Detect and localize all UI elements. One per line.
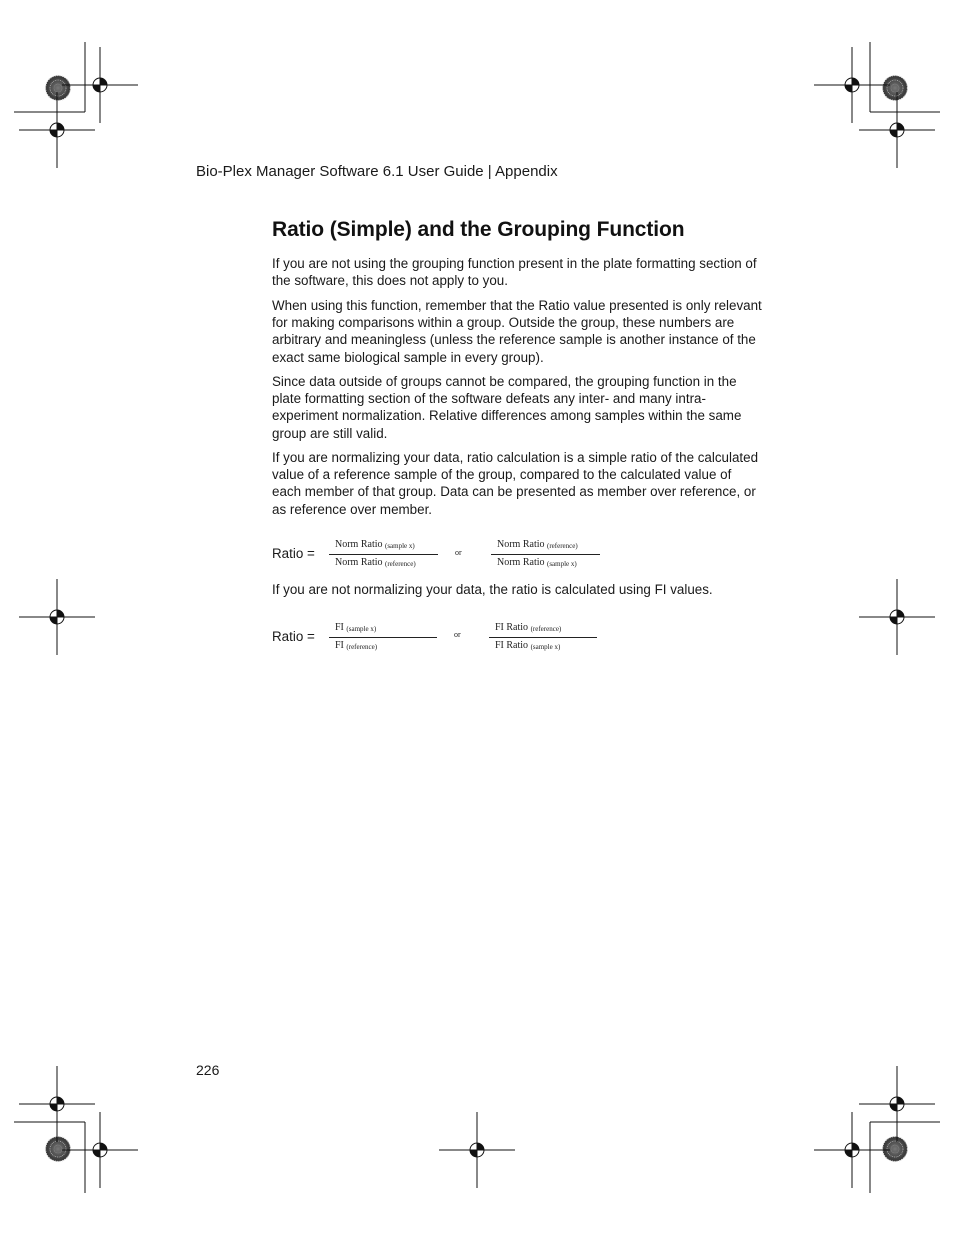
fraction-numerator: Norm Ratio (sample x) (335, 539, 415, 550)
star-target-icon (46, 76, 71, 101)
crosshair-target-icon (19, 1066, 95, 1142)
star-target-icon (883, 76, 908, 101)
equation-1-or: or (455, 548, 462, 557)
star-target-icon (46, 1137, 71, 1162)
equation-1-label: Ratio = (272, 546, 315, 561)
equation-1-fraction-b (491, 539, 600, 570)
page-number: 226 (196, 1062, 220, 1078)
fraction-denominator: Norm Ratio (sample x) (497, 557, 577, 568)
equation-1-fraction-a (329, 539, 438, 570)
crosshair-target-icon (814, 1112, 890, 1188)
paragraph-normalized-ratio: If you are normalizing your data, ratio calculation is a simple ratio of the calculated value of a reference sample of the group, compared to the calculated value of each member of that group. Data can be presented as member over reference, or as reference over member. (272, 450, 759, 517)
crosshair-target-icon (62, 1112, 138, 1188)
equation-2-label: Ratio = (272, 629, 315, 644)
section-title: Ratio (Simple) and the Grouping Function (272, 218, 685, 241)
crosshair-target-icon (439, 1112, 515, 1188)
equation-2-or: or (454, 630, 461, 639)
running-header: Bio-Plex Manager Software 6.1 User Guide | Appendix (196, 163, 558, 180)
fraction-numerator: FI Ratio (reference) (495, 622, 562, 633)
equation-2-fraction-a (329, 622, 437, 653)
star-target-icon (883, 1137, 908, 1162)
fraction-denominator: FI Ratio (sample x) (495, 640, 561, 651)
paragraph-ratio-relevance: When using this function, remember that the Ratio value presented is only relevant for making comparisons within a group. Outside the group, these numbers are arbitrary and meaningless (unless the reference sample is another instance of the exact same biological sample in every group). (272, 298, 762, 365)
crosshair-target-icon (19, 579, 95, 655)
fraction-numerator: FI (sample x) (335, 622, 377, 633)
paragraph-fi-values: If you are not normalizing your data, the ratio is calculated using FI values. (272, 582, 713, 597)
equation-2-fraction-b (489, 622, 597, 653)
fraction-denominator: Norm Ratio (reference) (335, 557, 416, 568)
paragraph-group-comparison: Since data outside of groups cannot be compared, the grouping function in the plate formatting section of the software defeats any inter- and many intra-experiment normalization. Relative differences among samples within the same group are still valid. (272, 374, 742, 441)
crosshair-target-icon (859, 579, 935, 655)
fraction-denominator: FI (reference) (335, 640, 378, 651)
fraction-numerator: Norm Ratio (reference) (497, 539, 578, 550)
crosshair-target-icon (19, 92, 95, 168)
paragraph-grouping-note: If you are not using the grouping function present in the plate formatting section of the software, this does not apply to you. (272, 256, 757, 289)
